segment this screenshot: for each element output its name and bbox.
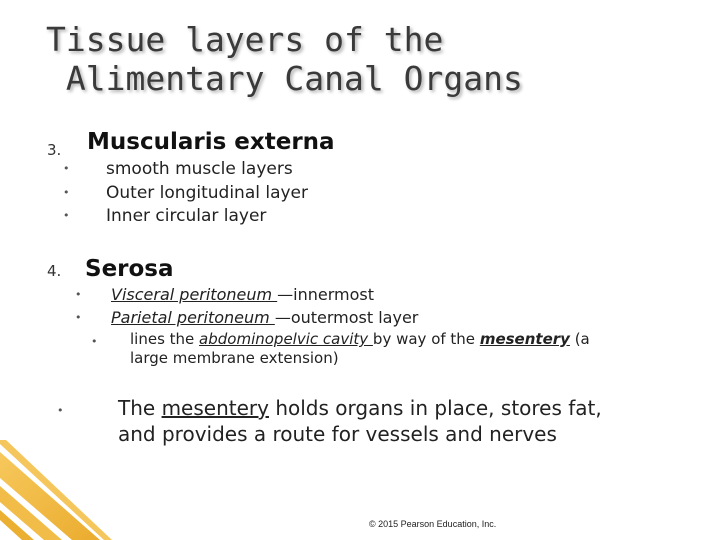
title-line-1: Tissue layers of the <box>46 20 444 59</box>
visceral-desc: —innermost <box>277 285 375 304</box>
bullet-icon: • <box>75 288 82 301</box>
slide-title <box>46 20 523 98</box>
section-4-number: 4. <box>47 262 62 280</box>
list-item: Inner circular layer <box>106 206 267 226</box>
sub-item-line-1 <box>130 330 590 349</box>
section-3-heading: Muscularis externa <box>87 129 335 155</box>
list-item: smooth muscle layers <box>106 159 293 179</box>
section-4-heading: Serosa <box>85 256 174 282</box>
copyright-notice: © 2015 Pearson Education, Inc. <box>369 519 497 529</box>
section-3-number: 3. <box>47 141 62 159</box>
list-item: Outer longitudinal layer <box>106 183 309 203</box>
summary-line-2: and provides a route for vessels and nerves <box>118 422 557 446</box>
title-line-2: Alimentary Canal Organs <box>46 59 523 98</box>
parietal-sub-item <box>130 330 590 368</box>
abdominopelvic-cavity-term: abdominopelvic cavity <box>199 330 373 348</box>
summary-text: holds organs in place, stores fat, <box>268 396 602 420</box>
bullet-icon: • <box>63 209 70 222</box>
corner-stripes-decoration <box>0 440 150 540</box>
mesentery-term: mesentery <box>161 396 269 420</box>
sub-text: (a <box>569 330 590 348</box>
sub-item-line-2: large membrane extension) <box>130 349 339 367</box>
sub-text: by way of the <box>372 330 480 348</box>
parietal-term: Parietal peritoneum <box>111 308 275 327</box>
bullet-icon: • <box>63 162 70 175</box>
summary-line-1 <box>118 395 602 421</box>
bullet-icon: • <box>75 311 82 324</box>
bullet-icon: • <box>91 335 98 348</box>
bullet-icon: • <box>57 404 64 417</box>
visceral-term: Visceral peritoneum <box>111 285 278 304</box>
summary-text: The <box>118 396 162 420</box>
mesentery-term: mesentery <box>479 330 570 348</box>
bullet-icon: • <box>63 186 70 199</box>
parietal-desc: —outermost layer <box>274 308 419 327</box>
sub-text: lines the <box>130 330 200 348</box>
parietal-peritoneum-item <box>111 308 418 327</box>
visceral-peritoneum-item <box>111 285 374 304</box>
mesentery-summary <box>118 395 602 447</box>
